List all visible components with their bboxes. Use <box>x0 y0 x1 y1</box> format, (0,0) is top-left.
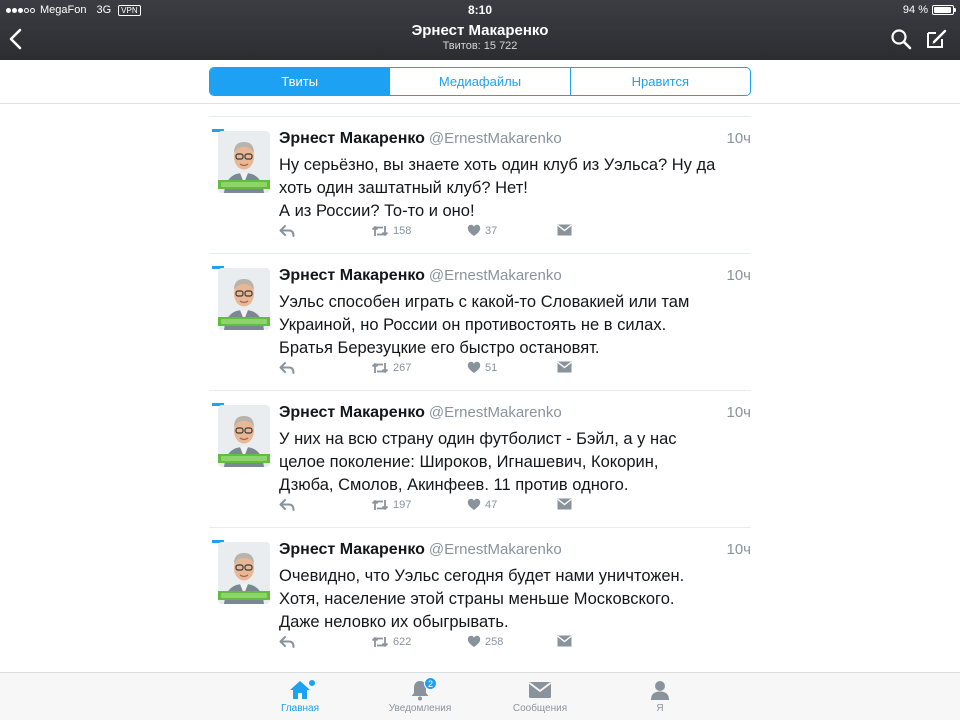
tweet-line: хоть один заштатный клуб? Нет! <box>279 179 528 197</box>
tweet-actions <box>279 361 579 377</box>
tweet-actions <box>279 224 579 240</box>
tweet-actions <box>279 635 579 651</box>
like-count: 47 <box>485 498 498 511</box>
retweet-count: 622 <box>393 636 412 648</box>
direct-message-button[interactable] <box>557 224 572 236</box>
tweet-text <box>279 565 755 634</box>
avatar[interactable] <box>218 405 270 467</box>
vpn-badge: VPN <box>118 5 140 16</box>
reply-button[interactable] <box>279 635 295 649</box>
tab-me-label: Я <box>656 703 664 714</box>
author-handle[interactable]: @ErnestMakarenko <box>428 267 562 284</box>
tweet-item[interactable] <box>209 253 751 390</box>
tweet-line: Братья Березуцкие его быстро остановят. <box>279 339 600 357</box>
network-type: 3G <box>96 4 112 16</box>
tweet-line: Уэльс способен играть с какой-то Словакией или там <box>279 293 690 311</box>
like-button[interactable] <box>467 498 497 511</box>
tweet-timestamp: 10ч <box>726 267 751 284</box>
retweet-count: 267 <box>393 362 412 374</box>
tab-home[interactable] <box>250 677 350 714</box>
profile-photo <box>218 405 270 467</box>
like-count: 258 <box>485 635 504 648</box>
tweet-text <box>279 428 755 497</box>
search-icon <box>890 28 912 50</box>
envelope-icon <box>527 679 553 701</box>
author-name[interactable]: Эрнест Макаренко <box>279 130 425 147</box>
tweet-count: Твитов: 15 722 <box>442 40 518 52</box>
navigation-header <box>0 0 960 60</box>
author-handle[interactable]: @ErnestMakarenko <box>428 130 562 147</box>
reply-button[interactable] <box>279 498 295 512</box>
status-bar-right <box>903 2 954 18</box>
tab-likes[interactable]: Нравится <box>631 74 689 89</box>
search-button[interactable] <box>890 28 912 50</box>
retweet-button[interactable] <box>371 224 411 238</box>
profile-photo <box>218 131 270 193</box>
retweet-icon <box>371 498 389 512</box>
retweet-count: 158 <box>393 225 412 237</box>
envelope-icon <box>557 498 572 510</box>
tweet-header <box>279 404 751 424</box>
like-count: 37 <box>485 224 498 237</box>
profile-photo <box>218 268 270 330</box>
tweet-timestamp: 10ч <box>726 404 751 421</box>
author-handle[interactable]: @ErnestMakarenko <box>428 404 562 421</box>
like-button[interactable] <box>467 224 497 237</box>
tab-tweets[interactable]: Твиты <box>210 68 390 95</box>
tweet-line: Дзюба, Смолов, Акинфеев. 11 против одного. <box>279 476 629 494</box>
tweet-timeline <box>209 116 751 664</box>
envelope-icon <box>557 361 572 373</box>
battery-fill <box>934 7 951 13</box>
tweet-line: А из России? То-то и оно! <box>279 202 475 220</box>
retweet-icon <box>371 361 389 375</box>
tweet-header <box>279 267 751 287</box>
tab-media[interactable]: Медиафайлы <box>390 68 570 95</box>
direct-message-button[interactable] <box>557 498 572 510</box>
tab-home-label: Главная <box>280 703 320 714</box>
tweet-text <box>279 291 755 360</box>
like-button[interactable] <box>467 361 497 374</box>
battery-icon <box>932 5 954 15</box>
retweet-button[interactable] <box>371 361 411 375</box>
reply-button[interactable] <box>279 361 295 375</box>
tab-notifications[interactable] <box>370 677 470 714</box>
tweet-line: Даже неловко их обыгрывать. <box>279 613 509 631</box>
tab-messages-label: Сообщения <box>512 703 568 714</box>
new-content-dot <box>309 680 315 686</box>
tweet-timestamp: 10ч <box>726 541 751 558</box>
profile-photo <box>218 542 270 604</box>
reply-icon <box>279 498 295 512</box>
reply-icon <box>279 635 295 649</box>
tab-notifications-label: Уведомления <box>388 703 452 714</box>
reply-icon <box>279 361 295 375</box>
heart-icon <box>467 361 481 374</box>
retweet-button[interactable] <box>371 498 411 512</box>
tweet-line: Очевидно, что Уэльс сегодня будет нами уничтожен. <box>279 567 685 585</box>
avatar[interactable] <box>218 268 270 330</box>
retweet-button[interactable] <box>371 635 411 649</box>
bottom-tab-bar <box>0 672 960 720</box>
envelope-icon <box>557 635 572 647</box>
tweet-item[interactable] <box>209 116 751 253</box>
reply-icon <box>279 224 295 238</box>
tweet-line: Ну серьёзно, вы знаете хоть один клуб из Уэльса? Ну да <box>279 156 716 174</box>
battery-percent: 94 % <box>902 4 928 16</box>
like-button[interactable] <box>467 635 503 648</box>
tab-me[interactable] <box>610 677 710 714</box>
avatar[interactable] <box>218 131 270 193</box>
tweet-line: У них на всю страну один футболист - Бэйл, а у нас <box>279 430 677 448</box>
segmented-control <box>209 67 751 96</box>
tweet-item[interactable] <box>209 390 751 527</box>
notification-badge: 2 <box>424 677 437 690</box>
tweet-actions <box>279 498 579 514</box>
direct-message-button[interactable] <box>557 361 572 373</box>
tweet-header <box>279 130 751 150</box>
heart-icon <box>467 635 481 648</box>
retweet-icon <box>371 224 389 238</box>
compose-tweet-button[interactable] <box>924 27 948 51</box>
author-handle[interactable]: @ErnestMakarenko <box>428 541 562 558</box>
tweet-line: целое поколение: Широков, Игнашевич, Кокорин, <box>279 453 659 471</box>
heart-icon <box>467 224 481 237</box>
retweet-icon <box>371 635 389 649</box>
carrier-name: MegaFon <box>40 4 87 16</box>
tweet-header <box>279 541 751 561</box>
reply-button[interactable] <box>279 224 295 238</box>
tab-messages[interactable] <box>490 677 590 714</box>
author-name[interactable]: Эрнест Макаренко <box>279 267 425 284</box>
author-name[interactable]: Эрнест Макаренко <box>279 541 425 558</box>
profile-tabs-bar <box>0 60 960 104</box>
envelope-icon <box>557 224 572 236</box>
retweet-count: 197 <box>393 499 412 511</box>
tweet-line: Хотя, население этой страны меньше Московского. <box>279 590 675 608</box>
tweet-timestamp: 10ч <box>726 130 751 147</box>
author-name[interactable]: Эрнест Макаренко <box>279 404 425 421</box>
profile-name-title: Эрнест Макаренко <box>411 22 549 39</box>
tweet-item[interactable] <box>209 527 751 664</box>
direct-message-button[interactable] <box>557 635 572 647</box>
like-count: 51 <box>485 361 498 374</box>
tweet-text <box>279 154 755 223</box>
status-time: 8:10 <box>467 3 493 17</box>
person-icon <box>648 678 672 702</box>
tweet-line: Украиной, но России он противостоять не в силах. <box>279 316 667 334</box>
avatar[interactable] <box>218 542 270 604</box>
heart-icon <box>467 498 481 511</box>
compose-icon <box>924 27 948 51</box>
